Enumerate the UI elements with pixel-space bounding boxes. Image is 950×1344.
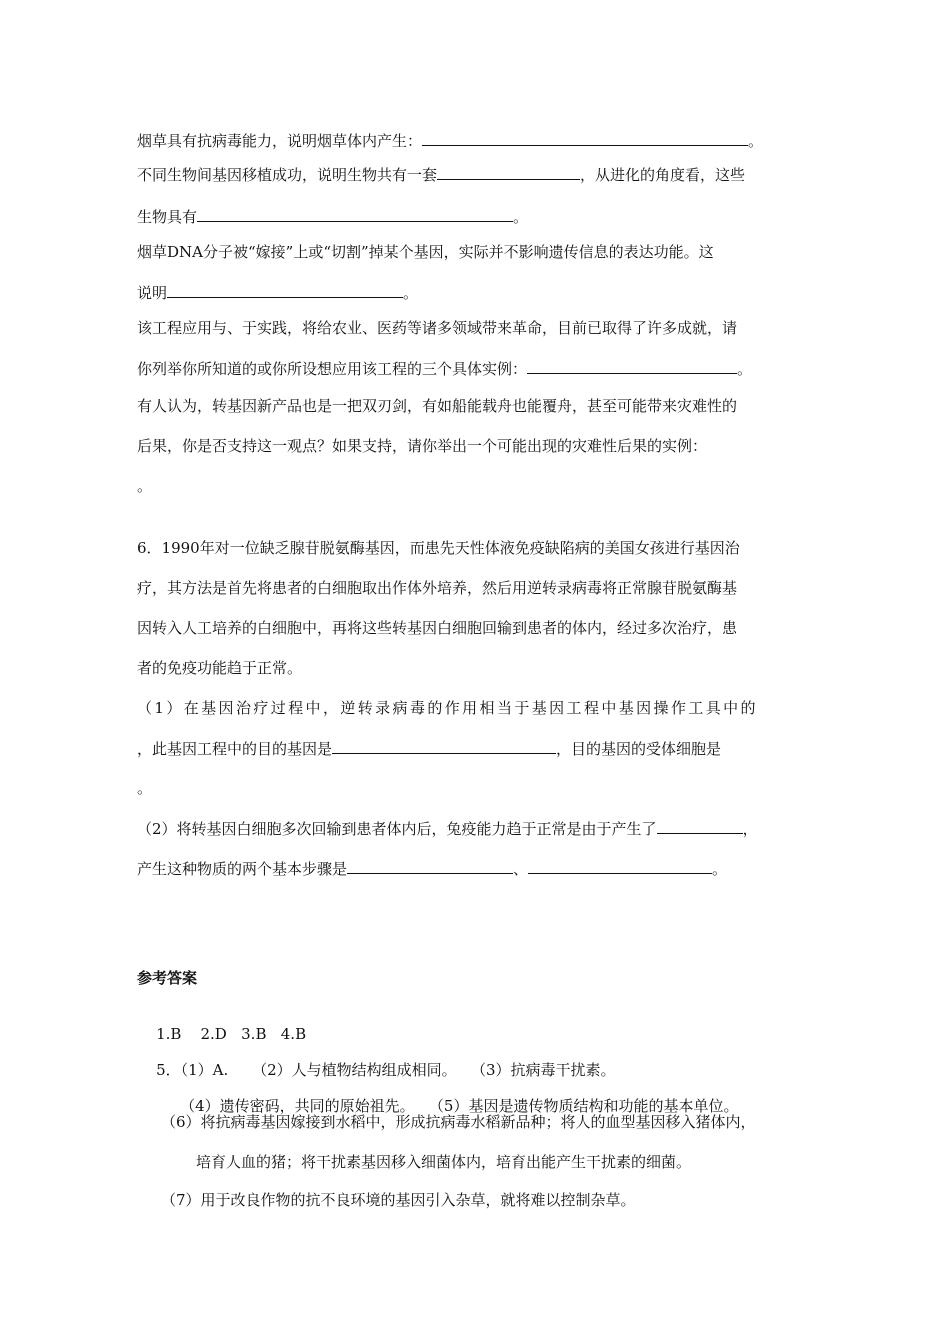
answers-heading <box>137 968 197 988</box>
q6-part1-line-2 <box>137 738 721 759</box>
q5-line-7 <box>137 358 752 379</box>
answers-5-text-4: 培育人血的猪；将干扰素基因移入细菌体内，培育出能产生干扰素的细菌。 <box>196 1153 692 1171</box>
q6-text-1: 6．1990年对一位缺乏腺苷脱氨酶基因，而患先天性体液免疫缺陷病的美国女孩进行基因治 <box>137 539 740 557</box>
period: 。 <box>513 208 529 226</box>
answers-5-line-3 <box>161 1112 756 1132</box>
period: 。 <box>748 132 764 150</box>
q5-line-8 <box>137 396 737 416</box>
q6-part2-text-1: （2）将转基因白细胞多次回输到患者体内后，兔疫能力趋于正常是由于产生了 <box>137 820 657 838</box>
q5-text-9: 后果，你是否支持这一观点？如果支持，请你举出一个可能出现的灾难性后果的实例： <box>137 437 708 455</box>
q6-part2-text-2: 产生这种物质的两个基本步骤是 <box>137 860 348 878</box>
q5-line-3 <box>137 206 528 227</box>
q5-text-6: 该工程应用与、于实践，将给农业、医药等诸多领域带来革命，目前已取得了许多成就，请 <box>137 319 738 337</box>
answer-blank[interactable] <box>437 164 580 180</box>
q5-text-4: 烟草DNA分子被“嫁接”上或“切割”掉某个基因，实际并不影响遗传信息的表达功能。这 <box>137 243 714 261</box>
answers-5-text-5: （7）用于改良作物的抗不良环境的基因引入杂草，就将难以控制杂草。 <box>161 1191 636 1209</box>
answer-blank[interactable] <box>422 130 748 146</box>
q5-line-9 <box>137 436 707 456</box>
period: 。 <box>737 360 753 378</box>
q5-text-8: 有人认为，转基因新产品也是一把双刃剑，有如船能载舟也能覆舟，甚至可能带来灾难性的 <box>137 397 738 415</box>
q5-text-2a: 不同生物间基因移植成功，说明生物共有一套 <box>137 166 438 184</box>
q6-text-4: 者的免疫功能趋于正常。 <box>137 659 303 677</box>
separator: 、 <box>513 860 529 878</box>
q6-text-2: 疗，其方法是首先将患者的白细胞取出作体外培养，然后用逆转录病毒将正常腺苷脱氨酶基 <box>137 579 738 597</box>
answers-1-4-text: 1.B 2.D 3.B 4.B <box>156 1025 307 1043</box>
q6-text-3: 因转入人工培养的白细胞中，再将这些转基因白细胞回输到患者的体内，经过多次治疗，患 <box>137 619 738 637</box>
answers-5-text-3: （6）将抗病毒基因嫁接到水稻中，形成抗病毒水稻新品种；将人的血型基因移入猪体内， <box>161 1113 756 1131</box>
q5-line-1 <box>137 130 763 151</box>
answer-blank[interactable] <box>167 282 403 298</box>
answers-5-text-1: 5．（1）A. （2）人与植物结构组成相同。 （3）抗病毒干扰素。 <box>156 1061 616 1079</box>
q6-part1-line-3 <box>137 778 152 798</box>
q5-line-4 <box>137 242 714 262</box>
answer-blank[interactable] <box>332 738 556 754</box>
answer-blank[interactable] <box>197 206 513 222</box>
answers-5-text-2: （4）遗传密码，共同的原始祖先。 （5）基因是遗传物质结构和功能的基本单位。 <box>180 1097 739 1115</box>
answer-blank[interactable] <box>527 358 737 374</box>
q5-text-2b: ，从进化的角度看，这些 <box>580 166 746 184</box>
q6-part1-line-1 <box>137 698 758 718</box>
q6-part2-line-1 <box>137 818 758 839</box>
q6-part2-line-2 <box>137 858 727 879</box>
q6-part1-text-2b: ，目的基因的受体细胞是 <box>556 740 722 758</box>
answer-blank[interactable] <box>347 858 513 874</box>
q6-line-4 <box>137 658 302 678</box>
q5-text-5: 说明 <box>137 284 168 302</box>
q5-text-3: 生物具有 <box>137 208 198 226</box>
q6-line-1 <box>137 538 740 558</box>
q6-part1-text-3: 。 <box>137 779 153 797</box>
q5-text-1: 烟草具有抗病毒能力，说明烟草体内产生： <box>137 132 423 150</box>
q5-line-2 <box>137 164 745 185</box>
q5-text-7: 你列举你所知道的或你所设想应用该工程的三个具体实例： <box>137 360 528 378</box>
comma: ， <box>742 820 758 838</box>
answer-blank[interactable] <box>528 858 712 874</box>
answer-blank[interactable] <box>657 818 743 834</box>
q5-line-10 <box>137 476 152 496</box>
period: 。 <box>403 284 419 302</box>
q5-line-5 <box>137 282 418 303</box>
period: 。 <box>712 860 728 878</box>
q5-text-10: 。 <box>137 477 153 495</box>
answers-5-line-4 <box>196 1152 691 1172</box>
answers-heading-text: 参考答案 <box>137 969 198 987</box>
answers-5-line-5 <box>161 1190 636 1210</box>
q6-line-2 <box>137 578 737 598</box>
q5-line-6 <box>137 318 737 338</box>
q6-line-3 <box>137 618 737 638</box>
q6-part1-text-1: （1）在基因治疗过程中，逆转录病毒的作用相当于基因工程中基因操作工具中的 <box>137 699 758 717</box>
q6-part1-text-2a: ，此基因工程中的目的基因是 <box>137 740 333 758</box>
